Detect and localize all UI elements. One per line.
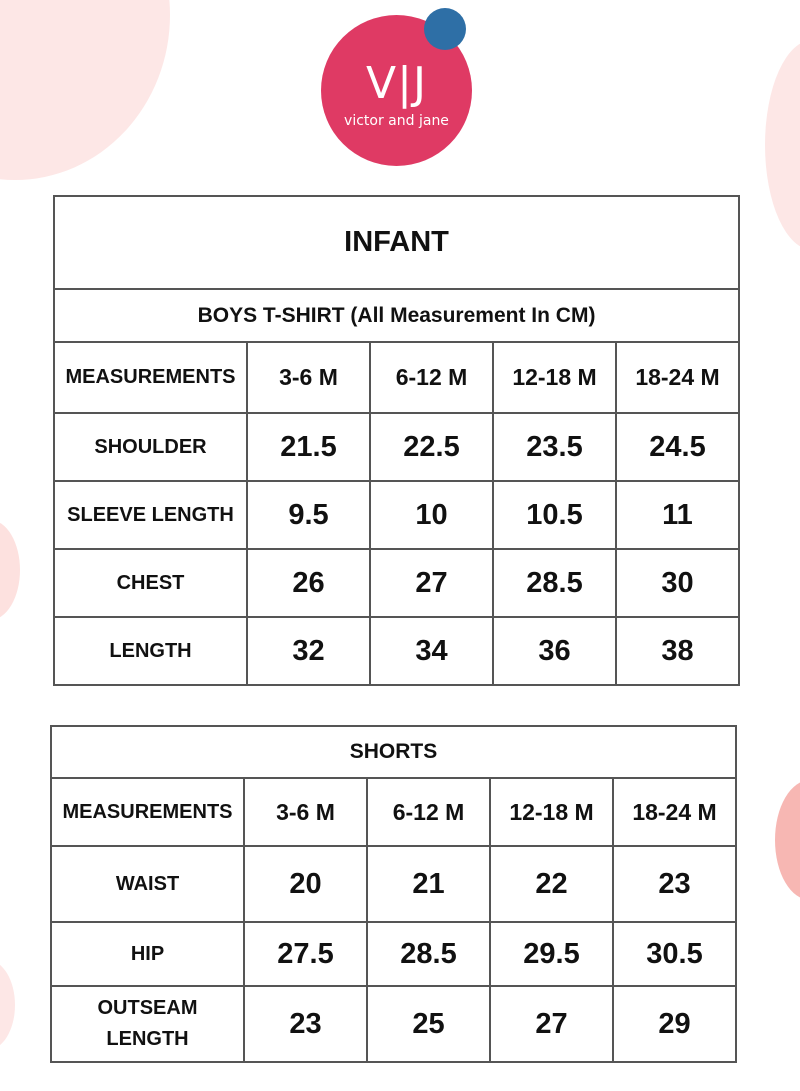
measurement-value: 23 [245,987,366,1061]
measurement-value: 28.5 [368,923,489,985]
decorative-blob [765,40,800,250]
shorts-size-table [50,725,737,1063]
decorative-blob [0,960,15,1050]
row-label: LENGTH [55,618,246,684]
logo-brand-name: victor and jane [344,113,449,129]
decorative-blob [0,0,170,180]
row-label: OUTSEAM LENGTH [52,987,243,1061]
table-row [52,923,735,985]
measurement-value: 20 [245,847,366,921]
row-label: HIP [52,923,243,985]
measurement-value: 10 [371,482,492,548]
measurements-header: MEASUREMENTS [55,343,246,412]
measurement-value: 28.5 [494,550,615,616]
size-header: 18-24 M [614,779,735,845]
decorative-blob [775,780,800,900]
size-header: 18-24 M [617,343,738,412]
measurement-value: 24.5 [617,414,738,480]
measurement-value: 27.5 [245,923,366,985]
decorative-blob [0,520,20,620]
measurement-value: 22 [491,847,612,921]
measurement-value: 30.5 [614,923,735,985]
size-header: 6-12 M [371,343,492,412]
measurement-value: 21 [368,847,489,921]
table-subtitle: BOYS T-SHIRT (All Measurement In CM) [55,290,738,341]
measurement-value: 34 [371,618,492,684]
row-label: SLEEVE LENGTH [55,482,246,548]
measurement-value: 36 [494,618,615,684]
size-header: 3-6 M [248,343,369,412]
measurement-value: 25 [368,987,489,1061]
measurement-value: 30 [617,550,738,616]
measurement-value: 22.5 [371,414,492,480]
logo-mark: V|J [366,58,427,109]
table-title: INFANT [55,197,738,288]
measurement-value: 27 [371,550,492,616]
measurement-value: 32 [248,618,369,684]
row-label: CHEST [55,550,246,616]
size-header: 12-18 M [494,343,615,412]
measurement-value: 29 [614,987,735,1061]
measurement-value: 9.5 [248,482,369,548]
size-header: 3-6 M [245,779,366,845]
row-label: SHOULDER [55,414,246,480]
measurement-value: 29.5 [491,923,612,985]
measurement-value: 21.5 [248,414,369,480]
table-row [55,414,738,480]
table-row [55,482,738,548]
table-row [55,550,738,616]
measurement-value: 10.5 [494,482,615,548]
measurement-value: 27 [491,987,612,1061]
logo-dot-icon [424,8,466,50]
tshirt-size-table [53,195,740,686]
measurement-value: 11 [617,482,738,548]
size-header: 6-12 M [368,779,489,845]
measurement-value: 23 [614,847,735,921]
measurement-value: 23.5 [494,414,615,480]
table-row [52,847,735,921]
row-label: WAIST [52,847,243,921]
measurement-value: 26 [248,550,369,616]
table-row [52,987,735,1061]
measurements-header: MEASUREMENTS [52,779,243,845]
measurement-value: 38 [617,618,738,684]
table-row [55,618,738,684]
table-title: SHORTS [52,727,735,777]
size-header: 12-18 M [491,779,612,845]
